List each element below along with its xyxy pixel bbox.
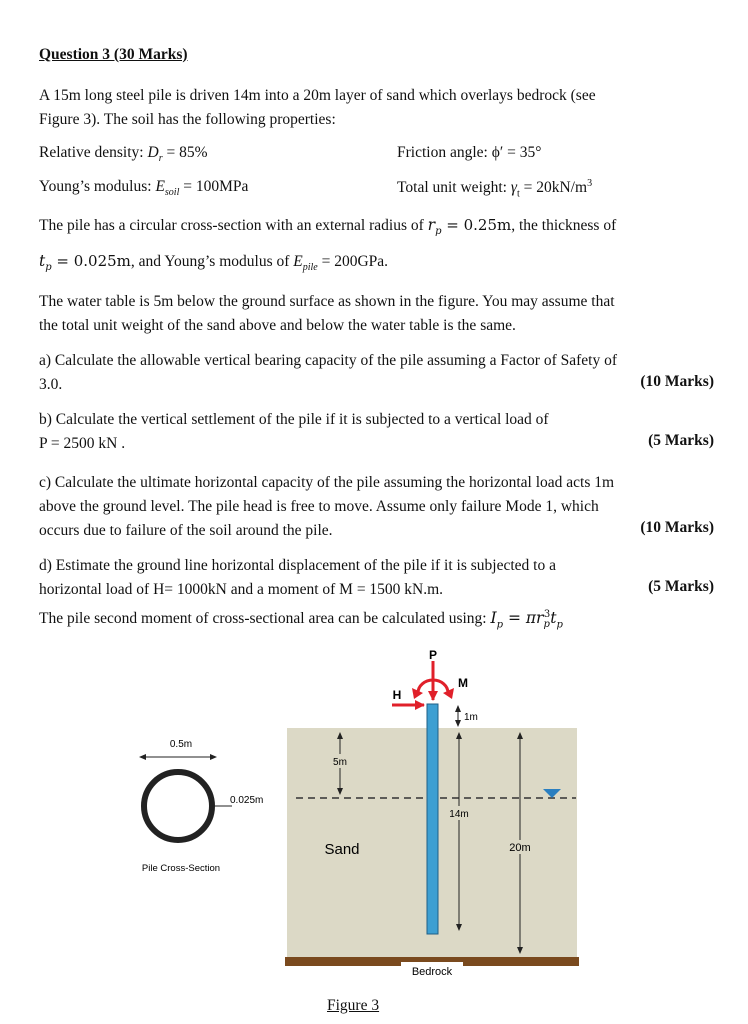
pile-line-1: The pile has a circular cross-section with an external radius of $r_p = 0.25m$, the thickness of [39,216,617,238]
intro-line-1: A 15m long steel pile is driven 14m into a 20m layer of sand which overlays bedrock (see [39,87,596,104]
water-line-2: the total unit weight of the sand above and below the water table is the same. [39,317,516,334]
intro-paragraph [39,84,709,132]
part-b-line-1: b) Calculate the vertical settlement of the pile if it is subjected to a vertical load of [39,411,549,428]
figure-3 [0,640,748,1024]
relative-density: Relative density: $D_r = 85\%$ [39,144,208,165]
label-0-025m: 0.025m [230,795,264,806]
part-c-line-1: c) Calculate the ultimate horizontal capacity of the pile assuming the horizontal load acts 1m [39,474,615,491]
label-1m: 1m [464,712,478,723]
pile-cross-section-ring [144,772,212,840]
part-a-marks: (10 Marks) [640,373,714,390]
second-moment-formula: The pile second moment of cross-sectional area can be calculated using: $I_p = \pi r_p^3t_p$ [39,609,563,631]
water-table-paragraph [39,290,709,338]
label-p: P [428,648,438,662]
pile [427,704,438,934]
part-a-line-1: a) Calculate the allowable vertical bearing capacity of the pile assuming a Factor of Safety of [39,352,618,369]
label-0-5m: 0.5m [169,739,193,750]
label-bedrock: Bedrock [411,966,453,978]
part-b-marks: (5 Marks) [648,432,714,449]
water-line-1: The water table is 5m below the ground surface as shown in the figure. You may assume that [39,293,615,310]
intro-line-2: Figure 3). The soil has the following properties: [39,111,336,128]
part-c-line-2: above the ground level. The pile head is free to move. Assume only failure Mode 1, which [39,498,599,515]
part-a-line-2: 3.0. [39,376,63,393]
part-b-line-2: P = 2500 kN . [39,435,126,452]
part-c-line-3: occurs due to failure of the soil around the pile. [39,522,333,539]
part-b [39,408,714,456]
question-title: Question 3 (30 Marks) [39,46,188,63]
pile-line-2: $t_p = 0.025m$, and Young’s modulus of $E_{pile} = 200GPa$. [39,252,389,274]
label-h: H [392,688,402,702]
friction-angle: Friction angle: ϕ′ = 35° [397,144,542,161]
part-d [39,554,714,602]
label-sand: Sand [324,841,360,858]
figure-caption: Figure 3 [327,997,380,1014]
part-c [39,471,714,543]
label-14m: 14m [449,809,469,820]
part-d-marks: (5 Marks) [648,578,714,595]
part-a [39,349,714,397]
label-20m: 20m [509,842,531,854]
total-unit-weight: Total unit weight: $\gamma_t = 20kN/m^3$ [397,178,593,200]
part-d-line-1: d) Estimate the ground line horizontal displacement of the pile if it is subjected to a [39,557,556,574]
label-m: M [458,676,468,690]
label-5m: 5m [333,757,347,768]
part-d-line-2: horizontal load of H= 1000kN and a moment of M = 1500 kN.m. [39,581,444,598]
youngs-modulus-soil: Young’s modulus: $E_{soil} = 100MPa$ [39,178,249,199]
label-pile-cross-section: Pile Cross-Section [141,863,221,874]
part-c-marks: (10 Marks) [640,519,714,536]
